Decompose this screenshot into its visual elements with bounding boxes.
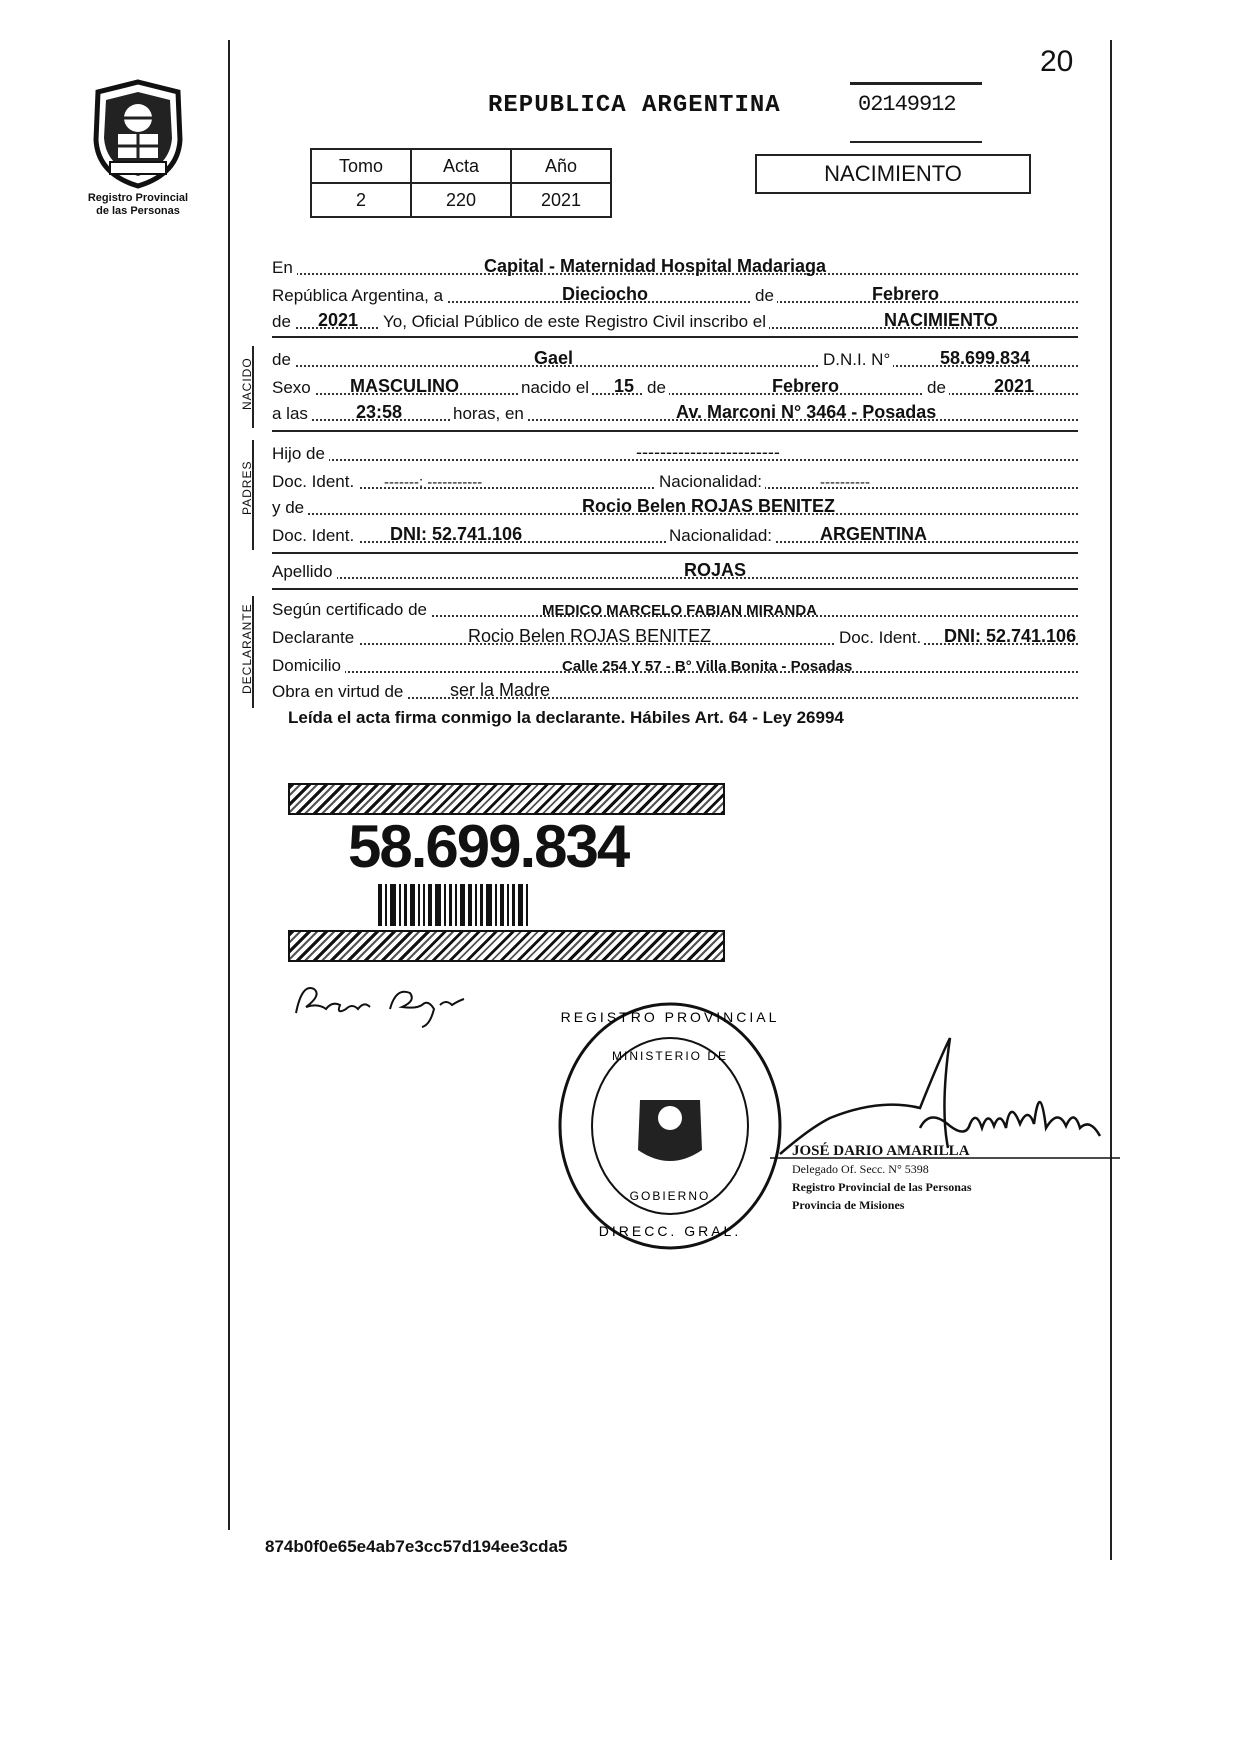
- official-title-2: Registro Provincial de las Personas: [792, 1180, 972, 1194]
- mother-name: Rocio Belen ROJAS BENITEZ: [582, 496, 836, 516]
- barcode-bar: [500, 884, 504, 926]
- closing-statement: Leída el acta firma conmigo la declarante. Hábiles Art. 64 - Ley 26994: [288, 708, 844, 727]
- section-label-nacido: NACIDO: [240, 357, 254, 410]
- label-horas-en: horas, en: [450, 404, 527, 424]
- left-margin-line: [228, 40, 230, 1530]
- label-doc2: Doc. Ident.: [272, 526, 358, 546]
- row-date: [272, 284, 1078, 308]
- logo-caption: Registro Provincial de las Personas: [87, 192, 189, 217]
- child-name: Gael: [534, 348, 574, 368]
- row-sex: [272, 376, 1078, 400]
- row-obra: [272, 680, 1078, 704]
- official-name: JOSÉ DARIO AMARILLA: [792, 1143, 970, 1159]
- certificate-value: MEDICO MARCELO FABIAN MIRANDA: [542, 602, 817, 619]
- mother-nationality: ARGENTINA: [820, 524, 927, 544]
- act-value: NACIMIENTO: [884, 310, 998, 330]
- label-obra: Obra en virtud de: [272, 682, 407, 702]
- official-signature-block: [792, 1142, 972, 1214]
- sex-value: MASCULINO: [350, 376, 459, 396]
- declarant-doc: DNI: 52.741.106: [944, 626, 1077, 646]
- volume-table: [310, 148, 612, 218]
- row-certificate: [272, 598, 1078, 622]
- row-father: [272, 442, 1078, 466]
- label-de-name: de: [272, 350, 295, 370]
- birth-day: 15: [614, 376, 635, 396]
- svg-text:REGISTRO PROVINCIAL: REGISTRO PROVINCIAL: [560, 1009, 780, 1025]
- rule: [272, 588, 1078, 590]
- row-year: [272, 310, 1078, 334]
- header-acta: Acta: [411, 149, 511, 183]
- barcode-bar: [512, 884, 515, 926]
- row-mother-doc: [272, 524, 1078, 548]
- label-hijo-de: Hijo de: [272, 444, 329, 464]
- place-value: Capital - Maternidad Hospital Madariaga: [484, 256, 827, 276]
- right-margin-line: [1110, 40, 1112, 1560]
- label-nac2: Nacionalidad:: [666, 526, 775, 546]
- label-doc1: Doc. Ident.: [272, 472, 358, 492]
- statement: Yo, Oficial Público de este Registro Civil inscribo el: [380, 312, 769, 332]
- barcode-bar: [428, 884, 432, 926]
- row-address: [272, 654, 1078, 678]
- label-declarante: Declarante: [272, 628, 358, 648]
- birth-month: Febrero: [772, 376, 840, 396]
- svg-text:GOBIERNO: GOBIERNO: [629, 1189, 711, 1203]
- value-anio: 2021: [511, 183, 611, 217]
- birth-place: Av. Marconi N° 3464 - Posadas: [676, 402, 937, 422]
- label-sexo: Sexo: [272, 378, 315, 398]
- barcode-bar: [385, 884, 387, 926]
- official-stamp: [556, 1000, 784, 1252]
- birth-year: 2021: [994, 376, 1035, 396]
- label-nac1: Nacionalidad:: [656, 472, 765, 492]
- svg-text:DIRECC. GRAL.: DIRECC. GRAL.: [598, 1223, 742, 1239]
- barcode-bar: [435, 884, 441, 926]
- barcode-bar: [526, 884, 528, 926]
- label-de2: de: [272, 312, 295, 332]
- row-time: [272, 402, 1078, 426]
- security-band-top: [288, 783, 725, 815]
- address-value: Calle 254 Y 57 - B° Villa Bonita - Posadas: [562, 658, 853, 675]
- row-name: [272, 348, 1078, 372]
- father-name: ------------------------: [636, 442, 780, 462]
- rule: [272, 430, 1078, 432]
- row-declarant: [272, 626, 1078, 650]
- barcode-bar: [518, 884, 523, 926]
- dni-barcode: [378, 884, 614, 926]
- document-title: REPUBLICA ARGENTINA: [488, 92, 781, 119]
- year-value: 2021: [318, 310, 359, 330]
- rule: [272, 336, 1078, 338]
- value-acta: 220: [411, 183, 511, 217]
- month-value: Febrero: [872, 284, 940, 304]
- header-anio: Año: [511, 149, 611, 183]
- row-surname: [272, 560, 1078, 584]
- declarant-name: Rocio Belen ROJAS BENITEZ: [468, 626, 712, 646]
- label-nacido-el: nacido el: [518, 378, 592, 398]
- barcode-bar: [507, 884, 509, 926]
- label-de: de: [752, 286, 777, 306]
- section-label-padres: PADRES: [240, 460, 254, 515]
- label-doc-decl: Doc. Ident.: [836, 628, 924, 648]
- label-dni: D.N.I. N°: [820, 350, 893, 370]
- security-band-bottom: [288, 930, 725, 962]
- barcode-bar: [399, 884, 401, 926]
- surname-value: ROJAS: [684, 560, 747, 580]
- day-value: Dieciocho: [562, 284, 649, 304]
- barcode-bar: [468, 884, 472, 926]
- document-hash: 874b0f0e65e4ab7e3cc57d194ee3cda5: [265, 1537, 568, 1556]
- barcode-bar: [444, 884, 446, 926]
- mother-doc: DNI: 52.741.106: [390, 524, 523, 544]
- barcode-bar: [423, 884, 425, 926]
- label-de-mes: de: [644, 378, 669, 398]
- barcode-bar: [475, 884, 477, 926]
- label-a-las: a las: [272, 404, 312, 424]
- province-seal-logo: [88, 78, 188, 190]
- section-label-declarante: DECLARANTE: [240, 603, 254, 694]
- svg-text:MINISTERIO DE: MINISTERIO DE: [611, 1049, 729, 1063]
- label-cert: Según certificado de: [272, 600, 431, 620]
- barcode-bar: [486, 884, 492, 926]
- barcode-bar: [404, 884, 407, 926]
- value-tomo: 2: [311, 183, 411, 217]
- label-y-de: y de: [272, 498, 308, 518]
- child-dni: 58.699.834: [940, 348, 1031, 368]
- page-number: 20: [1040, 45, 1074, 78]
- label-country: República Argentina, a: [272, 286, 447, 306]
- rule: [272, 552, 1078, 554]
- row-father-doc: [272, 470, 1078, 494]
- barcode-bar: [495, 884, 497, 926]
- label-de-anio: de: [924, 378, 949, 398]
- birth-time: 23:58: [356, 402, 403, 422]
- volume-table-header: [311, 149, 611, 183]
- row-mother: [272, 496, 1078, 520]
- header-tomo: Tomo: [311, 149, 411, 183]
- official-title-1: Delegado Of. Secc. N° 5398: [792, 1162, 929, 1176]
- barcode-bar: [418, 884, 420, 926]
- father-doc: -------: -----------: [384, 474, 483, 491]
- label-apellido: Apellido: [272, 562, 337, 582]
- row-place: [272, 256, 1078, 280]
- label-en: En: [272, 258, 297, 278]
- barcode-bar: [480, 884, 483, 926]
- record-type-box: NACIMIENTO: [755, 154, 1031, 194]
- barcode-bar: [378, 884, 382, 926]
- barcode-bar: [460, 884, 465, 926]
- barcode-bar: [410, 884, 415, 926]
- barcode-bar: [455, 884, 457, 926]
- father-nationality: ----------: [820, 474, 870, 491]
- barcode-bar: [390, 884, 396, 926]
- label-domicilio: Domicilio: [272, 656, 345, 676]
- volume-table-values: [311, 183, 611, 217]
- obra-value: ser la Madre: [450, 680, 551, 700]
- official-title-3: Provincia de Misiones: [792, 1198, 905, 1212]
- barcode-bar: [449, 884, 452, 926]
- serial-number: 02149912: [858, 92, 956, 117]
- dni-big-number: 58.699.834: [348, 813, 629, 880]
- declarant-signature: [292, 975, 482, 1035]
